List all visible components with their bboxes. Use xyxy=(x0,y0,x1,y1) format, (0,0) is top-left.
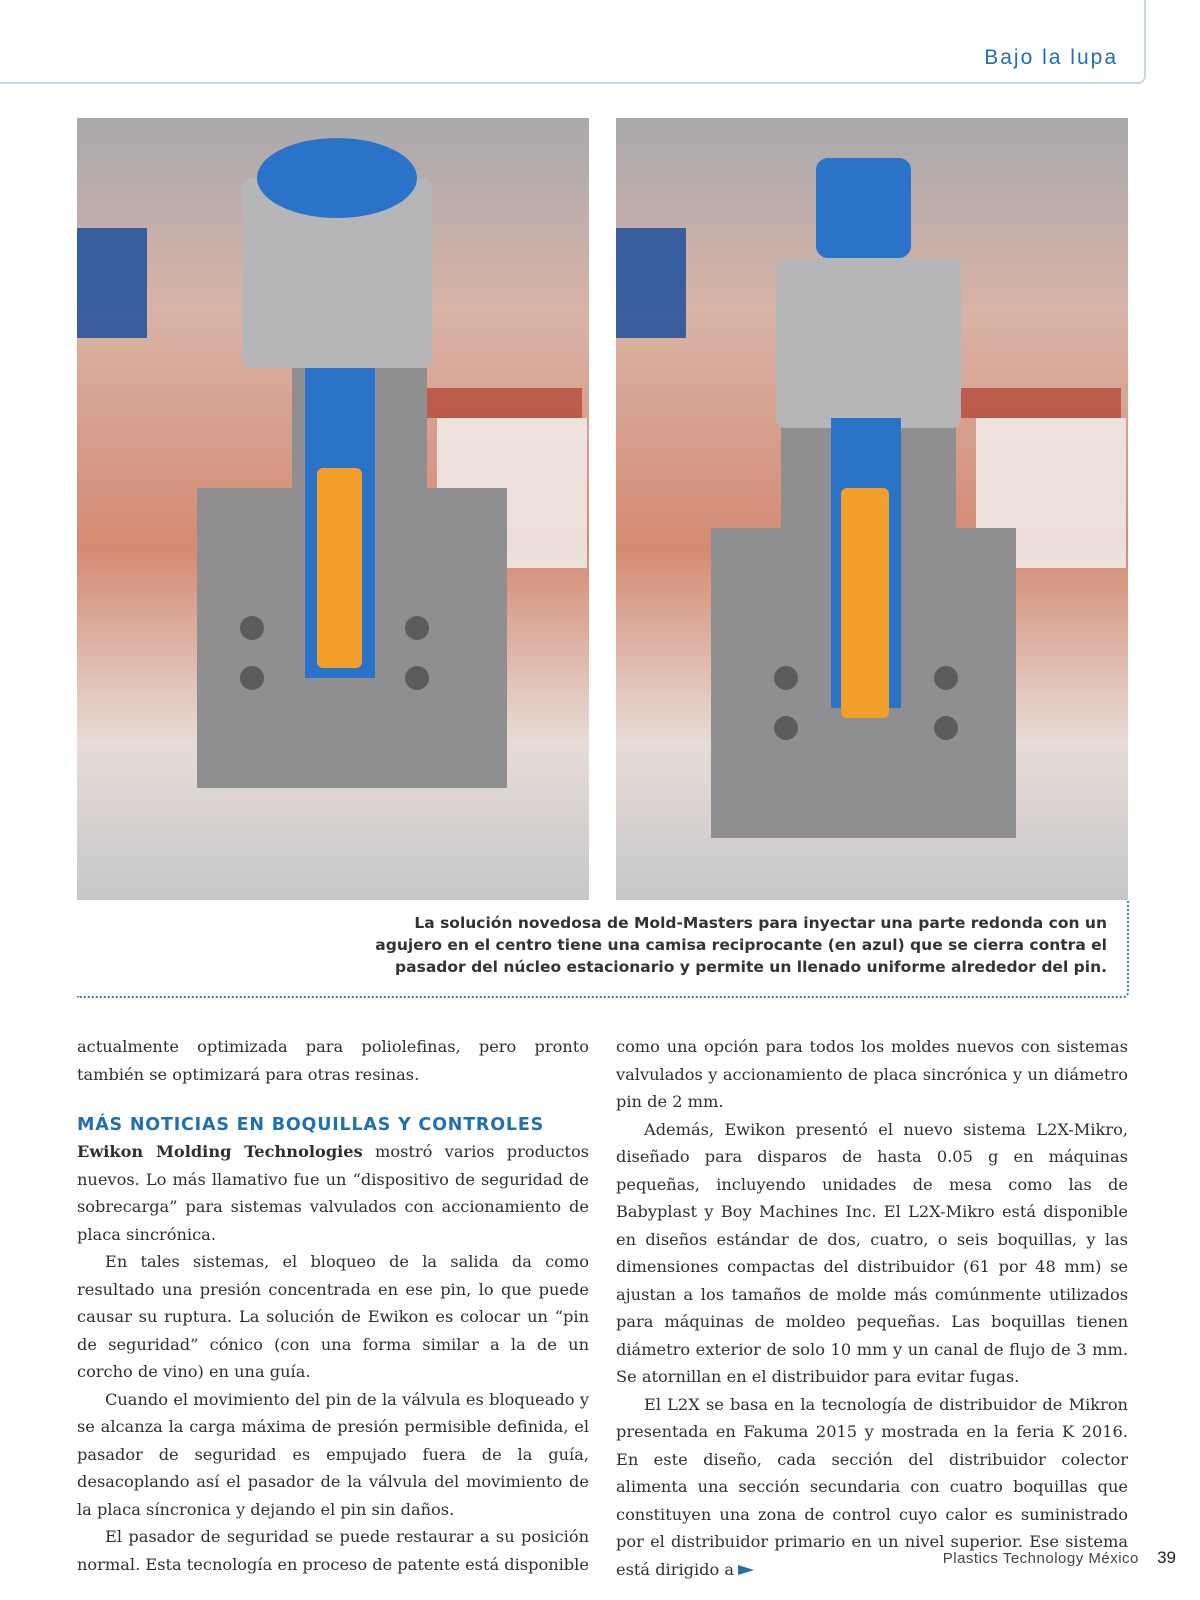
photo-caption: La solución novedosa de Mold-Masters para inyectar una parte redonda con un agujero en el centro tiene una camisa reciprocante (en azul) que se cierra contra el pasador del núcleo estacionario y permite un llenado uniforme alrededor del pin. xyxy=(375,914,1107,976)
publication-name: Plastics Technology México xyxy=(942,1550,1139,1567)
nozzle-cutaway-photo-icon xyxy=(616,118,1128,900)
page-footer xyxy=(943,1548,1176,1568)
paragraph: como una opción para todos los moldes nuevos con sistemas valvulados y accionamiento de placa sincrónica y un diámetro pin de 2 mm. xyxy=(616,1037,1128,1111)
paragraph: Cuando el movimiento del pin de la válvula es bloqueado y se alcanza la carga máxima de presión permisible definida, el pasador de seguridad es empujado fuera de la guía, desacoplando así el pasador de la válvula del movimiento de la placa síncronica y dejando el pin sin daños. xyxy=(77,1389,589,1519)
nozzle-cutaway-photo-icon xyxy=(77,118,589,900)
paragraph-text: El L2X se basa en la tecnología de distribuidor de Mikron presentada en Fakuma 2015 y mostrada en la feria K 2016. En este diseño, cada sección del distribuidor colector alimenta una sección secundaria con cuatro boquillas que constituyen una zona de control cuyo calor es suministrado por el distribuidor primario en un nivel superior. Ese sistema está dirigido a xyxy=(616,1394,1128,1579)
left-column xyxy=(77,1033,589,1578)
paragraph: actualmente optimizada para poliolefinas, pero pronto también se optimizará para otras resinas. xyxy=(77,1037,589,1084)
paragraph-text: mostró varios productos nuevos. Lo más llamativo fue un “dispositivo de seguridad de sobrecarga” para sistemas valvulados con accionamiento de placa sincrónica. xyxy=(77,1142,589,1244)
section-header-tab xyxy=(0,0,1146,84)
right-column xyxy=(616,1033,1128,1583)
photo-nozzle-closed xyxy=(616,118,1128,900)
company-name: Ewikon Molding Technologies xyxy=(77,1142,363,1161)
paragraph xyxy=(77,1138,589,1248)
continue-arrow-icon xyxy=(738,1565,754,1575)
section-title: Bajo la lupa xyxy=(984,46,1118,69)
paragraph: En tales sistemas, el bloqueo de la salida da como resultado una presión concentrada en ese pin, lo que puede causar su ruptura. La solución de Ewikon es colocar un “pin de seguridad” cónico (con una forma similar a la de un corcho de vino) en una guía. xyxy=(77,1252,589,1381)
page-number: 39 xyxy=(1157,1548,1176,1567)
paragraph: El pasador de seguridad se puede restaurar a su posición normal. Esta tecnología en proceso de patente está disponible xyxy=(77,1527,589,1574)
paragraph: Además, Ewikon presentó el nuevo sistema L2X-Mikro, diseñado para disparos de hasta 0.05 g en máquinas pequeñas, incluyendo unidades de mesa como las de Babyplast y Boy Machines Inc. El L2X-Mikro está disponible en diseños estándar de dos, cuatro, o seis boquillas, y las dimensiones compactas del distribuidor (61 por 48 mm) se ajustan a los tamaños de molde más comúnmente utilizados para máquinas de moldeo pequeñas. Las boquillas tienen diámetro exterior de solo 10 mm y un canal de flujo de 3 mm. Se atornillan en el distribuidor para evitar fugas. xyxy=(616,1119,1128,1386)
photo-nozzle-open xyxy=(77,118,589,900)
section-subhead: MÁS NOTICIAS EN BOQUILLAS Y CONTROLES xyxy=(77,1115,544,1135)
caption-box xyxy=(77,900,1129,998)
